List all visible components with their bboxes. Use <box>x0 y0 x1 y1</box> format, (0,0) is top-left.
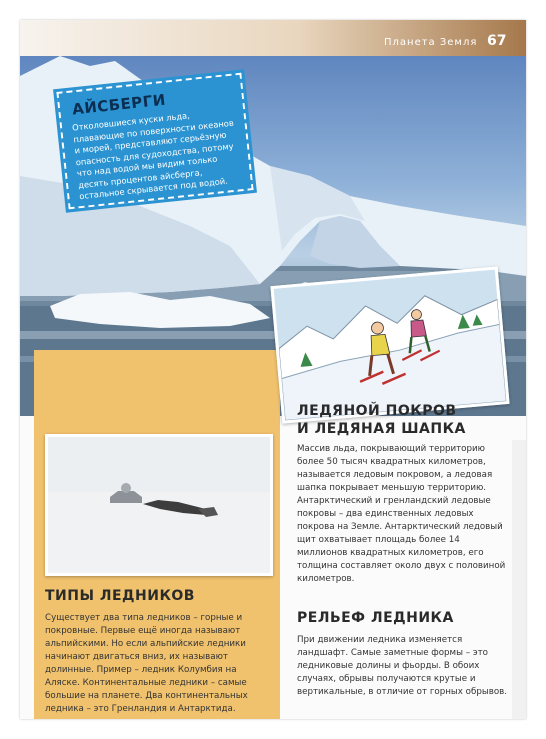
icebergs-text: Отколовшиеся куски льда, плавающие по поверхности океанов и морей, представляют серьёзную опасность для судоходства, потому что над водой мы видим только десять процентов айсберга, остальное скрывается под водой. <box>71 110 235 202</box>
glacier-relief-title: РЕЛЬЕФ ЛЕДНИКА <box>297 610 454 626</box>
page-number: 67 <box>487 33 507 49</box>
glacier-relief-text: При движении ледника изменяется ландшафт. Самые заметные формы – это ледниковые долины и фьорды. В обоих случаях, обрывы получаются крутые и вертикальные, в отличие от горных обрывов. <box>297 635 508 697</box>
glacier-types-panel <box>34 350 280 719</box>
book-page <box>20 20 526 719</box>
icebergs-callout <box>56 73 253 210</box>
snowfield-photo <box>45 434 273 576</box>
page-header <box>20 20 526 56</box>
ice-cover-title <box>297 402 507 438</box>
glacier-types-text: Существует два типа ледников – горные и покровные. Первые ещё иногда называют альпийскими. Но если альпийские ледники начинают двигаться вниз, их называют долинные. Пример – ледник Колумбия на Аляске. Континентальные ледники – самые большие на планете. Два континентальных ледника – это Гренландия и Антарктида. <box>45 613 248 714</box>
ice-cover-title-line1: ЛЕДЯНОЙ ПОКРОВ <box>297 403 457 419</box>
icebergs-title: АЙСБЕРГИ <box>71 90 167 119</box>
ice-cover-text: Массив льда, покрывающий территорию более 50 тысяч квадратных километров, называется ледовым покровом, а ледовая шапка покрывает меньшую территорию. Антарктический и гренландский ледовые покровы – два единственных ледовых покрова на Земле. Антарктический ледовый щит охватывает площадь более 14 миллионов квадратных километров, его толщина составляет около двух с половиной километров. <box>297 444 506 584</box>
ice-cover-title-line2: И ЛЕДЯНАЯ ШАПКА <box>297 421 466 437</box>
page-edge-strip <box>512 440 526 719</box>
section-title: Планета Земля <box>384 37 478 48</box>
glacier-types-title: ТИПЫ ЛЕДНИКОВ <box>45 588 195 604</box>
skiers-illustration <box>270 266 509 423</box>
